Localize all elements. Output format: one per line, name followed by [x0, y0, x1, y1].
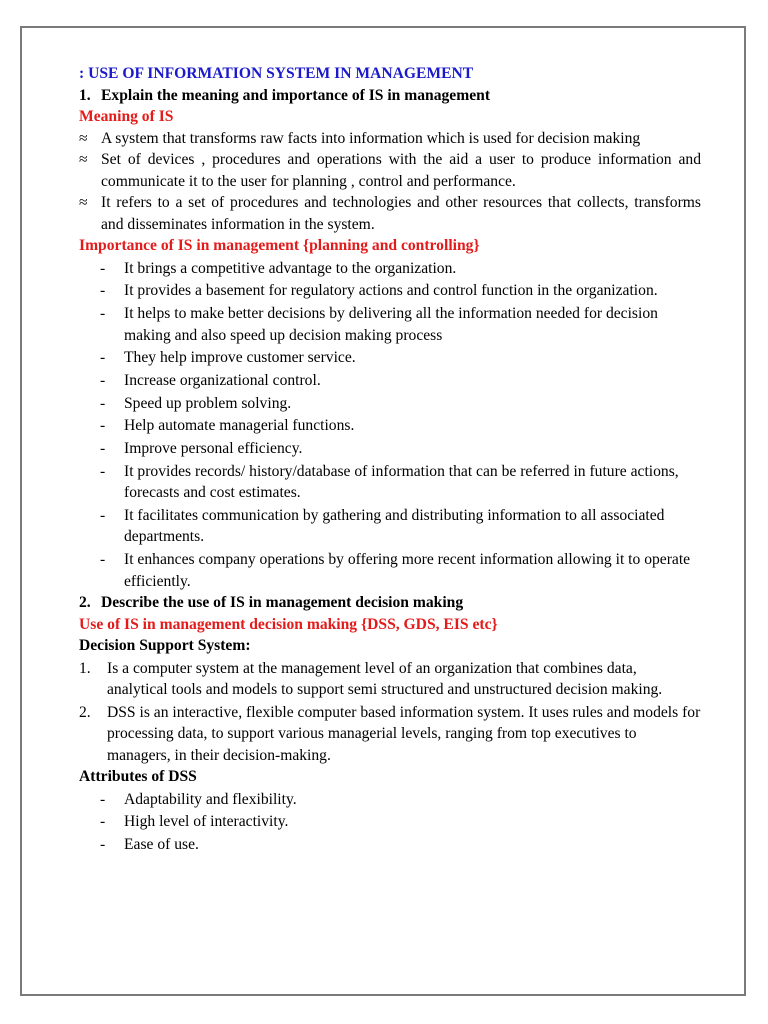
- dss-item-text: DSS is an interactive, flexible computer based information system. It uses rules and models for processing data, to support various managerial levels, ranging from top executives to managers, in their decision-making.: [107, 703, 701, 764]
- dss-item-number: 1.: [79, 659, 91, 677]
- importance-heading: Importance of IS in management {planning and controlling}: [79, 237, 480, 254]
- importance-item-text: Help automate managerial functions.: [124, 417, 355, 435]
- question-text: Explain the meaning and importance of IS in management: [101, 86, 491, 104]
- dash-bullet-icon: -: [100, 813, 106, 831]
- importance-item-text: It provides a basement for regulatory actions and control function in the organization.: [124, 282, 658, 300]
- question-number: 2.: [79, 594, 91, 612]
- attribute-item: [100, 834, 701, 856]
- dash-bullet-icon: -: [100, 305, 106, 323]
- attribute-item-text: Ease of use.: [124, 836, 199, 854]
- meaning-item-text: A system that transforms raw facts into information which is used for decision making: [101, 129, 641, 147]
- importance-item-text: Speed up problem solving.: [124, 394, 292, 412]
- attribute-item-text: High level of interactivity.: [124, 813, 289, 831]
- approx-bullet-icon: ≈: [79, 129, 88, 147]
- meaning-item: [79, 149, 701, 192]
- question-2-heading: [79, 592, 701, 614]
- importance-item-text: It enhances company operations by offering more recent information allowing it to operate efficiently.: [124, 551, 691, 590]
- importance-item: [100, 461, 701, 504]
- importance-item: [100, 303, 701, 346]
- importance-item-text: It provides records/ history/database of information that can be referred in future actions, forecasts and cost estimates.: [124, 462, 679, 502]
- meaning-item-text: It refers to a set of procedures and technologies and other resources that collects, transforms and disseminates information in the system.: [101, 194, 701, 233]
- importance-item: [100, 370, 701, 392]
- dash-bullet-icon: -: [100, 371, 106, 389]
- question-1-heading: [79, 85, 701, 107]
- dss-item: [79, 702, 701, 767]
- importance-item-text: It brings a competitive advantage to the organization.: [124, 259, 457, 277]
- attribute-item: [100, 811, 701, 833]
- importance-item: [100, 280, 701, 302]
- dss-item: [79, 658, 701, 701]
- meaning-item: [79, 128, 701, 150]
- meaning-item: [79, 192, 701, 235]
- attributes-heading: Attributes of DSS: [79, 768, 197, 786]
- dash-bullet-icon: -: [100, 836, 106, 854]
- importance-item: [100, 505, 701, 548]
- meaning-heading: Meaning of IS: [79, 108, 174, 125]
- importance-item-text: They help improve customer service.: [124, 349, 356, 367]
- approx-bullet-icon: ≈: [79, 151, 88, 168]
- importance-item-text: It facilitates communication by gathering and distributing information to all associated departments.: [124, 506, 665, 546]
- use-heading: Use of IS in management decision making {DSS, GDS, EIS etc}: [79, 615, 498, 633]
- importance-item-text: Improve personal efficiency.: [124, 440, 303, 457]
- dss-heading: Decision Support System:: [79, 637, 251, 655]
- importance-item: [100, 258, 701, 280]
- dash-bullet-icon: -: [100, 462, 106, 480]
- attribute-item-text: Adaptability and flexibility.: [124, 790, 297, 808]
- dash-bullet-icon: -: [100, 790, 106, 808]
- importance-item: [100, 438, 701, 460]
- importance-item: [100, 415, 701, 437]
- meaning-item-text: Set of devices , procedures and operations with the aid a user to produce information and communicate it to the user for planning , control and performance.: [101, 151, 701, 190]
- dash-bullet-icon: -: [100, 506, 106, 524]
- dash-bullet-icon: -: [100, 417, 106, 435]
- document-body: [79, 63, 701, 856]
- importance-item: [100, 549, 701, 592]
- attribute-item: [100, 789, 701, 811]
- question-number: 1.: [79, 86, 91, 104]
- question-text: Describe the use of IS in management decision making: [101, 594, 464, 612]
- dss-item-number: 2.: [79, 703, 91, 721]
- dash-bullet-icon: -: [100, 259, 106, 277]
- importance-item: [100, 393, 701, 415]
- dash-bullet-icon: -: [100, 440, 106, 457]
- dash-bullet-icon: -: [100, 394, 106, 412]
- dash-bullet-icon: -: [100, 551, 106, 569]
- importance-item: [100, 347, 701, 369]
- dash-bullet-icon: -: [100, 349, 106, 367]
- importance-item-text: It helps to make better decisions by delivering all the information needed for decision making and also speed up decision making process: [124, 305, 658, 344]
- dss-item-text: Is a computer system at the management level of an organization that combines data, analytical tools and models to support semi structured and unstructured decision making.: [107, 659, 663, 699]
- dash-bullet-icon: -: [100, 282, 106, 300]
- document-title: : USE OF INFORMATION SYSTEM IN MANAGEMENT: [79, 65, 474, 82]
- approx-bullet-icon: ≈: [79, 194, 88, 211]
- importance-item-text: Increase organizational control.: [124, 371, 321, 389]
